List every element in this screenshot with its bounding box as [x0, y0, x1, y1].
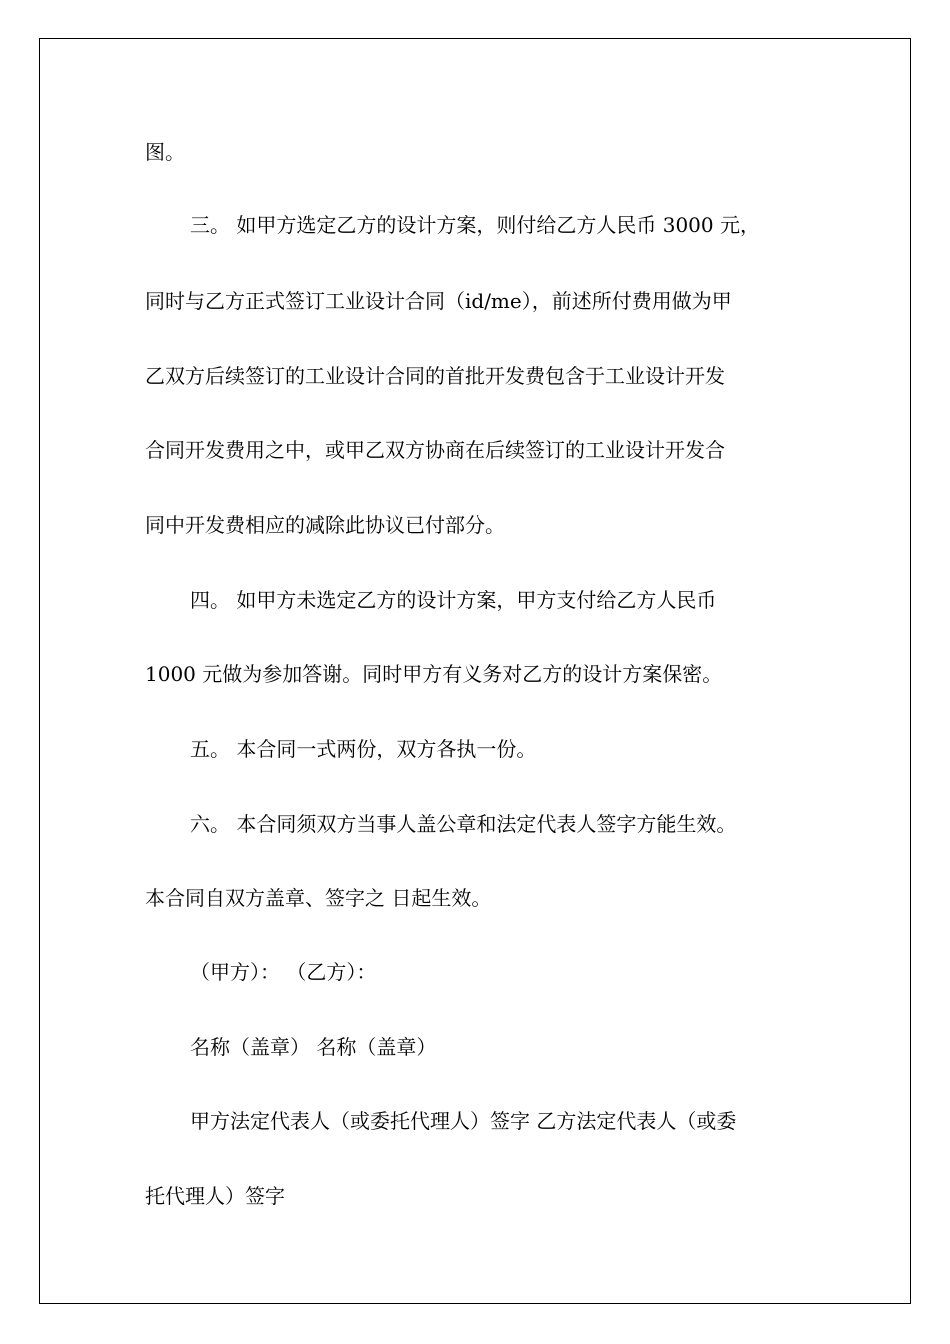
name-seal-labels: 名称（盖章） 名称（盖章）: [190, 1035, 437, 1059]
text-line: 合同开发费用之中，或甲乙双方协商在后续签订的工业设计开发合: [145, 438, 725, 462]
party-labels: （甲方）： （乙方）：: [190, 960, 377, 984]
clause-six-line: 六。 本合同须双方当事人盖公章和法定代表人签字方能生效。: [190, 812, 737, 836]
text-line: 同时与乙方正式签订工业设计合同（id/me），前述所付费用做为甲: [145, 289, 732, 313]
text-line: 托代理人）签字: [145, 1184, 285, 1208]
text-line: 乙双方后续签订的工业设计合同的首批开发费包含于工业设计开发: [145, 364, 725, 388]
clause-three-line: 三。 如甲方选定乙方的设计方案，则付给乙方人民币 3000 元，: [190, 213, 760, 237]
text-line: 图。: [145, 140, 185, 164]
clause-five-line: 五。 本合同一式两份，双方各执一份。: [190, 737, 537, 761]
signature-labels: 甲方法定代表人（或委托代理人）签字 乙方法定代表人（或委: [190, 1109, 737, 1133]
text-line: 1000 元做为参加答谢。同时甲方有义务对乙方的设计方案保密。: [145, 662, 723, 686]
clause-four-line: 四。 如甲方未选定乙方的设计方案，甲方支付给乙方人民币: [190, 588, 717, 612]
text-line: 本合同自双方盖章、签字之 日起生效。: [145, 886, 492, 910]
text-line: 同中开发费相应的减除此协议已付部分。: [145, 513, 505, 537]
